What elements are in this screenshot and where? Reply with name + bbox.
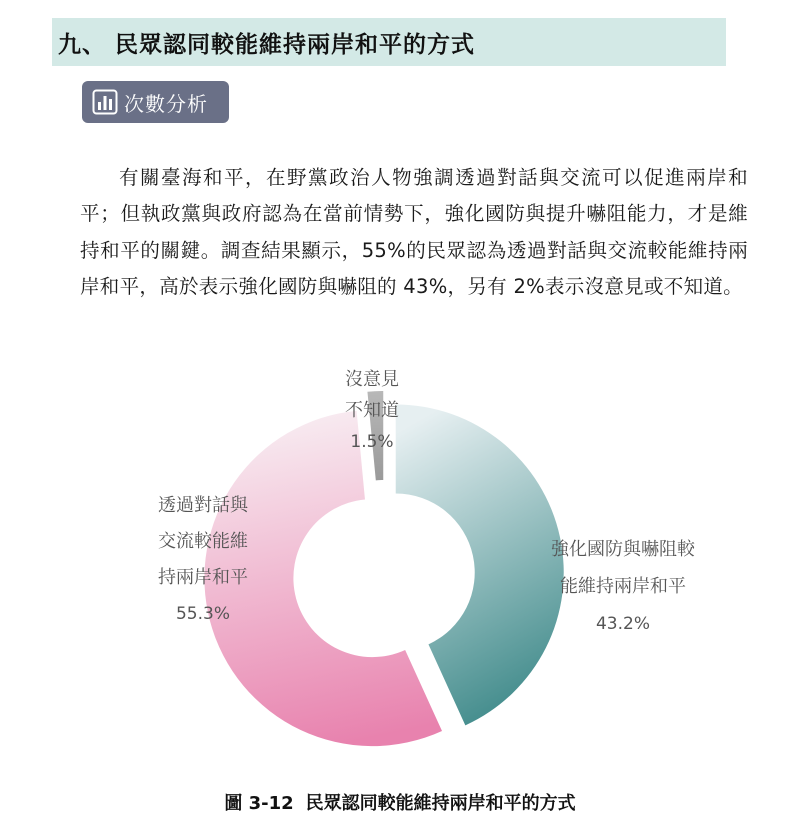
- slice-label-line: 能維持兩岸和平: [560, 576, 686, 597]
- slice-label-2: [345, 369, 399, 452]
- slice-label-line: 強化國防與嚇阻較: [551, 539, 695, 560]
- slice-label-line: 沒意見: [345, 369, 399, 390]
- slice-label-line: 交流較能維: [158, 531, 248, 552]
- figure-number: 圖 3-12: [224, 793, 294, 814]
- slice-value: 43.2%: [595, 614, 651, 634]
- slice-value: 55.3%: [175, 604, 231, 624]
- section-title: 九、 民眾認同較能維持兩岸和平的方式: [58, 31, 476, 58]
- figure-caption: [0, 789, 800, 815]
- badge-label: 次數分析: [124, 91, 208, 116]
- analysis-badge: [82, 81, 229, 123]
- slice-label-line: 持兩岸和平: [158, 567, 248, 588]
- figure-title: 民眾認同較能維持兩岸和平的方式: [305, 793, 576, 814]
- slice-label-line: 透過對話與: [158, 495, 248, 516]
- slice-value: 1.5%: [350, 432, 394, 452]
- bar-chart-icon: [92, 89, 118, 115]
- donut-slice-0: [396, 404, 564, 725]
- analysis-paragraph: 有關臺海和平，在野黨政治人物強調透過對話與交流可以促進兩岸和平；但執政黨與政府認為在當前情勢下，強化國防與提升嚇阻能力，才是維持和平的關鍵。調查結果顯示，55%的民眾認為透過對話與交流較能維持兩岸和平，高於表示強化國防與嚇阻的 43%，另有 2%表示沒意見或不知道。: [80, 165, 748, 298]
- section-header: [52, 18, 726, 66]
- slice-label-0: [551, 539, 696, 634]
- slice-label-line: 不知道: [345, 400, 399, 421]
- donut-chart: [0, 360, 800, 780]
